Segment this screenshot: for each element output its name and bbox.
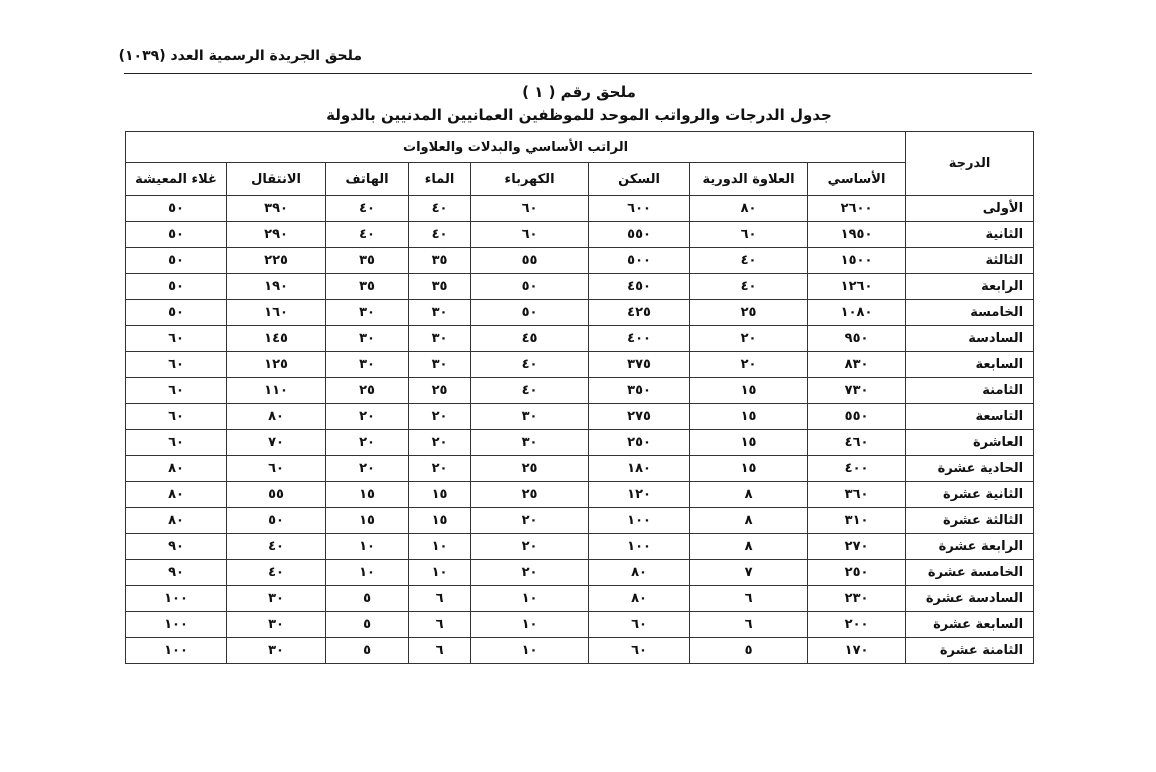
value-cell: ٧٠ bbox=[227, 430, 326, 456]
value-cell: ٦٠ bbox=[126, 404, 227, 430]
value-cell: ٢٠ bbox=[471, 508, 589, 534]
value-cell: ٢٥ bbox=[690, 300, 808, 326]
value-cell: ٨٠ bbox=[126, 482, 227, 508]
column-header: غلاء المعيشة bbox=[126, 163, 227, 196]
value-cell: ٣٠ bbox=[471, 404, 589, 430]
table-row bbox=[126, 586, 1034, 612]
grade-cell: الثانية bbox=[906, 222, 1034, 248]
value-cell: ٥٠ bbox=[471, 300, 589, 326]
grade-cell: الثانية عشرة bbox=[906, 482, 1034, 508]
value-cell: ١٠ bbox=[409, 534, 471, 560]
value-cell: ٦ bbox=[690, 586, 808, 612]
value-cell: ٩٠ bbox=[126, 534, 227, 560]
value-cell: ٤٠ bbox=[326, 196, 409, 222]
value-cell: ١٢٥ bbox=[227, 352, 326, 378]
value-cell: ٦٠ bbox=[126, 378, 227, 404]
value-cell: ٨٠ bbox=[589, 560, 690, 586]
value-cell: ٢٠ bbox=[409, 404, 471, 430]
value-cell: ٦٠ bbox=[690, 222, 808, 248]
value-cell: ٤٠٠ bbox=[808, 456, 906, 482]
grade-cell: السادسة bbox=[906, 326, 1034, 352]
value-cell: ٥٠٠ bbox=[589, 248, 690, 274]
value-cell: ٥٠ bbox=[126, 248, 227, 274]
value-cell: ٥٥٠ bbox=[589, 222, 690, 248]
grade-cell: الحادية عشرة bbox=[906, 456, 1034, 482]
value-cell: ٣٠ bbox=[326, 352, 409, 378]
value-cell: ٢٦٠٠ bbox=[808, 196, 906, 222]
value-cell: ٥ bbox=[326, 586, 409, 612]
value-cell: ١٩٠ bbox=[227, 274, 326, 300]
grade-column-header: الدرجة bbox=[906, 132, 1034, 196]
value-cell: ٥٠ bbox=[126, 222, 227, 248]
value-cell: ١٥ bbox=[690, 404, 808, 430]
value-cell: ١٠ bbox=[326, 560, 409, 586]
value-cell: ٤٢٥ bbox=[589, 300, 690, 326]
value-cell: ٢٠ bbox=[690, 326, 808, 352]
header-divider bbox=[124, 73, 1032, 74]
value-cell: ٥٠ bbox=[126, 300, 227, 326]
grade-cell: العاشرة bbox=[906, 430, 1034, 456]
value-cell: ٣٠ bbox=[227, 586, 326, 612]
value-cell: ٣٠ bbox=[409, 326, 471, 352]
grade-cell: الثامنة bbox=[906, 378, 1034, 404]
value-cell: ٢٠ bbox=[471, 534, 589, 560]
value-cell: ٢٠ bbox=[326, 456, 409, 482]
column-header: الأساسي bbox=[808, 163, 906, 196]
value-cell: ٦ bbox=[409, 612, 471, 638]
value-cell: ٨ bbox=[690, 508, 808, 534]
grade-cell: الثالثة bbox=[906, 248, 1034, 274]
value-cell: ٦٠ bbox=[471, 222, 589, 248]
value-cell: ٢٠ bbox=[409, 430, 471, 456]
grade-cell: الرابعة bbox=[906, 274, 1034, 300]
value-cell: ٨٠ bbox=[227, 404, 326, 430]
value-cell: ٢٠ bbox=[326, 404, 409, 430]
value-cell: ٩٠ bbox=[126, 560, 227, 586]
running-header: ملحق الجريدة الرسمية العدد (١٠٣٩) bbox=[118, 48, 362, 64]
table-title: جدول الدرجات والرواتب الموحد للموظفين العمانيين المدنيين بالدولة bbox=[326, 106, 832, 124]
value-cell: ٩٥٠ bbox=[808, 326, 906, 352]
value-cell: ٣٥ bbox=[409, 248, 471, 274]
value-cell: ١٢٠ bbox=[589, 482, 690, 508]
value-cell: ٨ bbox=[690, 534, 808, 560]
table-row bbox=[126, 222, 1034, 248]
column-header: العلاوة الدورية bbox=[690, 163, 808, 196]
value-cell: ٣٥٠ bbox=[589, 378, 690, 404]
grade-cell: الخامسة عشرة bbox=[906, 560, 1034, 586]
table-row bbox=[126, 352, 1034, 378]
value-cell: ١١٠ bbox=[227, 378, 326, 404]
value-cell: ٣٠ bbox=[409, 352, 471, 378]
value-cell: ٢٥٠ bbox=[589, 430, 690, 456]
value-cell: ٣٧٥ bbox=[589, 352, 690, 378]
table-row bbox=[126, 248, 1034, 274]
value-cell: ٦٠ bbox=[126, 430, 227, 456]
value-cell: ٥٥٠ bbox=[808, 404, 906, 430]
grade-cell: الخامسة bbox=[906, 300, 1034, 326]
table-row bbox=[126, 378, 1034, 404]
value-cell: ٤٠ bbox=[227, 560, 326, 586]
value-cell: ١٤٥ bbox=[227, 326, 326, 352]
value-cell: ٣٠ bbox=[227, 612, 326, 638]
value-cell: ٣٥ bbox=[409, 274, 471, 300]
grade-cell: التاسعة bbox=[906, 404, 1034, 430]
grade-cell: السابعة bbox=[906, 352, 1034, 378]
salary-table bbox=[125, 131, 1034, 664]
table-row bbox=[126, 612, 1034, 638]
value-cell: ١٨٠ bbox=[589, 456, 690, 482]
value-cell: ٢٥ bbox=[409, 378, 471, 404]
table-row bbox=[126, 638, 1034, 664]
value-cell: ٢٠٠ bbox=[808, 612, 906, 638]
value-cell: ١٠٨٠ bbox=[808, 300, 906, 326]
value-cell: ١٥ bbox=[690, 378, 808, 404]
table-row bbox=[126, 274, 1034, 300]
value-cell: ٦٠٠ bbox=[589, 196, 690, 222]
table-row bbox=[126, 508, 1034, 534]
value-cell: ١٠ bbox=[409, 560, 471, 586]
table-row bbox=[126, 534, 1034, 560]
value-cell: ١٧٠ bbox=[808, 638, 906, 664]
value-cell: ١٥ bbox=[409, 482, 471, 508]
value-cell: ٣٠ bbox=[409, 300, 471, 326]
value-cell: ٦٠ bbox=[589, 612, 690, 638]
value-cell: ١٥٠٠ bbox=[808, 248, 906, 274]
table-row bbox=[126, 196, 1034, 222]
value-cell: ٣٥ bbox=[326, 274, 409, 300]
value-cell: ١٠٠ bbox=[126, 638, 227, 664]
grade-cell: الأولى bbox=[906, 196, 1034, 222]
value-cell: ٢٣٠ bbox=[808, 586, 906, 612]
value-cell: ٢٥٠ bbox=[808, 560, 906, 586]
value-cell: ٦ bbox=[409, 638, 471, 664]
salary-group-header: الراتب الأساسي والبدلات والعلاوات bbox=[126, 132, 906, 163]
grade-cell: السابعة عشرة bbox=[906, 612, 1034, 638]
value-cell: ٣٠ bbox=[326, 300, 409, 326]
table-row bbox=[126, 326, 1034, 352]
value-cell: ٣٠ bbox=[326, 326, 409, 352]
value-cell: ٥٠ bbox=[126, 196, 227, 222]
table-row bbox=[126, 560, 1034, 586]
value-cell: ٣٥ bbox=[326, 248, 409, 274]
value-cell: ٦٠ bbox=[471, 196, 589, 222]
value-cell: ٤٠ bbox=[409, 196, 471, 222]
value-cell: ٥ bbox=[690, 638, 808, 664]
table-row bbox=[126, 404, 1034, 430]
value-cell: ٨٠ bbox=[126, 456, 227, 482]
value-cell: ٤٠ bbox=[690, 274, 808, 300]
value-cell: ٢٠ bbox=[409, 456, 471, 482]
value-cell: ٢٥ bbox=[471, 482, 589, 508]
value-cell: ٦٠ bbox=[126, 352, 227, 378]
value-cell: ٤٥٠ bbox=[589, 274, 690, 300]
value-cell: ٣٠ bbox=[471, 430, 589, 456]
value-cell: ٦٠ bbox=[126, 326, 227, 352]
value-cell: ٥٠ bbox=[471, 274, 589, 300]
table-row bbox=[126, 456, 1034, 482]
table-row bbox=[126, 300, 1034, 326]
value-cell: ٥ bbox=[326, 612, 409, 638]
column-header: الكهرباء bbox=[471, 163, 589, 196]
value-cell: ١٩٥٠ bbox=[808, 222, 906, 248]
grade-cell: الرابعة عشرة bbox=[906, 534, 1034, 560]
value-cell: ٨٠ bbox=[690, 196, 808, 222]
value-cell: ٤٥ bbox=[471, 326, 589, 352]
value-cell: ٨٠ bbox=[589, 586, 690, 612]
value-cell: ٤٠ bbox=[227, 534, 326, 560]
value-cell: ٢٥ bbox=[471, 456, 589, 482]
annex-label: ملحق رقم ( ١ ) bbox=[522, 83, 636, 101]
value-cell: ٢٧٥ bbox=[589, 404, 690, 430]
value-cell: ٥٠ bbox=[126, 274, 227, 300]
value-cell: ٢٢٥ bbox=[227, 248, 326, 274]
value-cell: ٨٠ bbox=[126, 508, 227, 534]
value-cell: ١٢٦٠ bbox=[808, 274, 906, 300]
table-row bbox=[126, 430, 1034, 456]
value-cell: ٤٠٠ bbox=[589, 326, 690, 352]
value-cell: ٦٠ bbox=[589, 638, 690, 664]
value-cell: ٢٠ bbox=[471, 560, 589, 586]
grade-cell: الثامنة عشرة bbox=[906, 638, 1034, 664]
value-cell: ٤٠ bbox=[690, 248, 808, 274]
value-cell: ٢٠ bbox=[690, 352, 808, 378]
value-cell: ٦ bbox=[690, 612, 808, 638]
value-cell: ٢٩٠ bbox=[227, 222, 326, 248]
value-cell: ١٠ bbox=[471, 612, 589, 638]
value-cell: ١٥ bbox=[690, 430, 808, 456]
value-cell: ١٠٠ bbox=[589, 508, 690, 534]
grade-cell: السادسة عشرة bbox=[906, 586, 1034, 612]
value-cell: ١٥ bbox=[409, 508, 471, 534]
value-cell: ١٠ bbox=[471, 638, 589, 664]
value-cell: ٣٩٠ bbox=[227, 196, 326, 222]
value-cell: ٢٧٠ bbox=[808, 534, 906, 560]
value-cell: ١٦٠ bbox=[227, 300, 326, 326]
value-cell: ١٥ bbox=[690, 456, 808, 482]
value-cell: ٢٥ bbox=[326, 378, 409, 404]
value-cell: ٦٠ bbox=[227, 456, 326, 482]
value-cell: ٧٣٠ bbox=[808, 378, 906, 404]
value-cell: ٢٠ bbox=[326, 430, 409, 456]
value-cell: ٤٠ bbox=[471, 378, 589, 404]
value-cell: ٤٠ bbox=[471, 352, 589, 378]
value-cell: ٥٥ bbox=[471, 248, 589, 274]
value-cell: ١٠٠ bbox=[126, 612, 227, 638]
value-cell: ٧ bbox=[690, 560, 808, 586]
value-cell: ٣٦٠ bbox=[808, 482, 906, 508]
value-cell: ٨ bbox=[690, 482, 808, 508]
value-cell: ٥٥ bbox=[227, 482, 326, 508]
value-cell: ٤٦٠ bbox=[808, 430, 906, 456]
value-cell: ٥ bbox=[326, 638, 409, 664]
value-cell: ١٥ bbox=[326, 508, 409, 534]
column-header: الهاتف bbox=[326, 163, 409, 196]
column-header: السكن bbox=[589, 163, 690, 196]
value-cell: ٤٠ bbox=[326, 222, 409, 248]
value-cell: ١٥ bbox=[326, 482, 409, 508]
value-cell: ١٠٠ bbox=[589, 534, 690, 560]
value-cell: ٨٣٠ bbox=[808, 352, 906, 378]
value-cell: ١٠ bbox=[326, 534, 409, 560]
value-cell: ٣٠ bbox=[227, 638, 326, 664]
column-header: الماء bbox=[409, 163, 471, 196]
value-cell: ٦ bbox=[409, 586, 471, 612]
value-cell: ١٠ bbox=[471, 586, 589, 612]
value-cell: ٥٠ bbox=[227, 508, 326, 534]
column-header: الانتقال bbox=[227, 163, 326, 196]
table-row bbox=[126, 482, 1034, 508]
value-cell: ٤٠ bbox=[409, 222, 471, 248]
grade-cell: الثالثة عشرة bbox=[906, 508, 1034, 534]
value-cell: ١٠٠ bbox=[126, 586, 227, 612]
value-cell: ٣١٠ bbox=[808, 508, 906, 534]
